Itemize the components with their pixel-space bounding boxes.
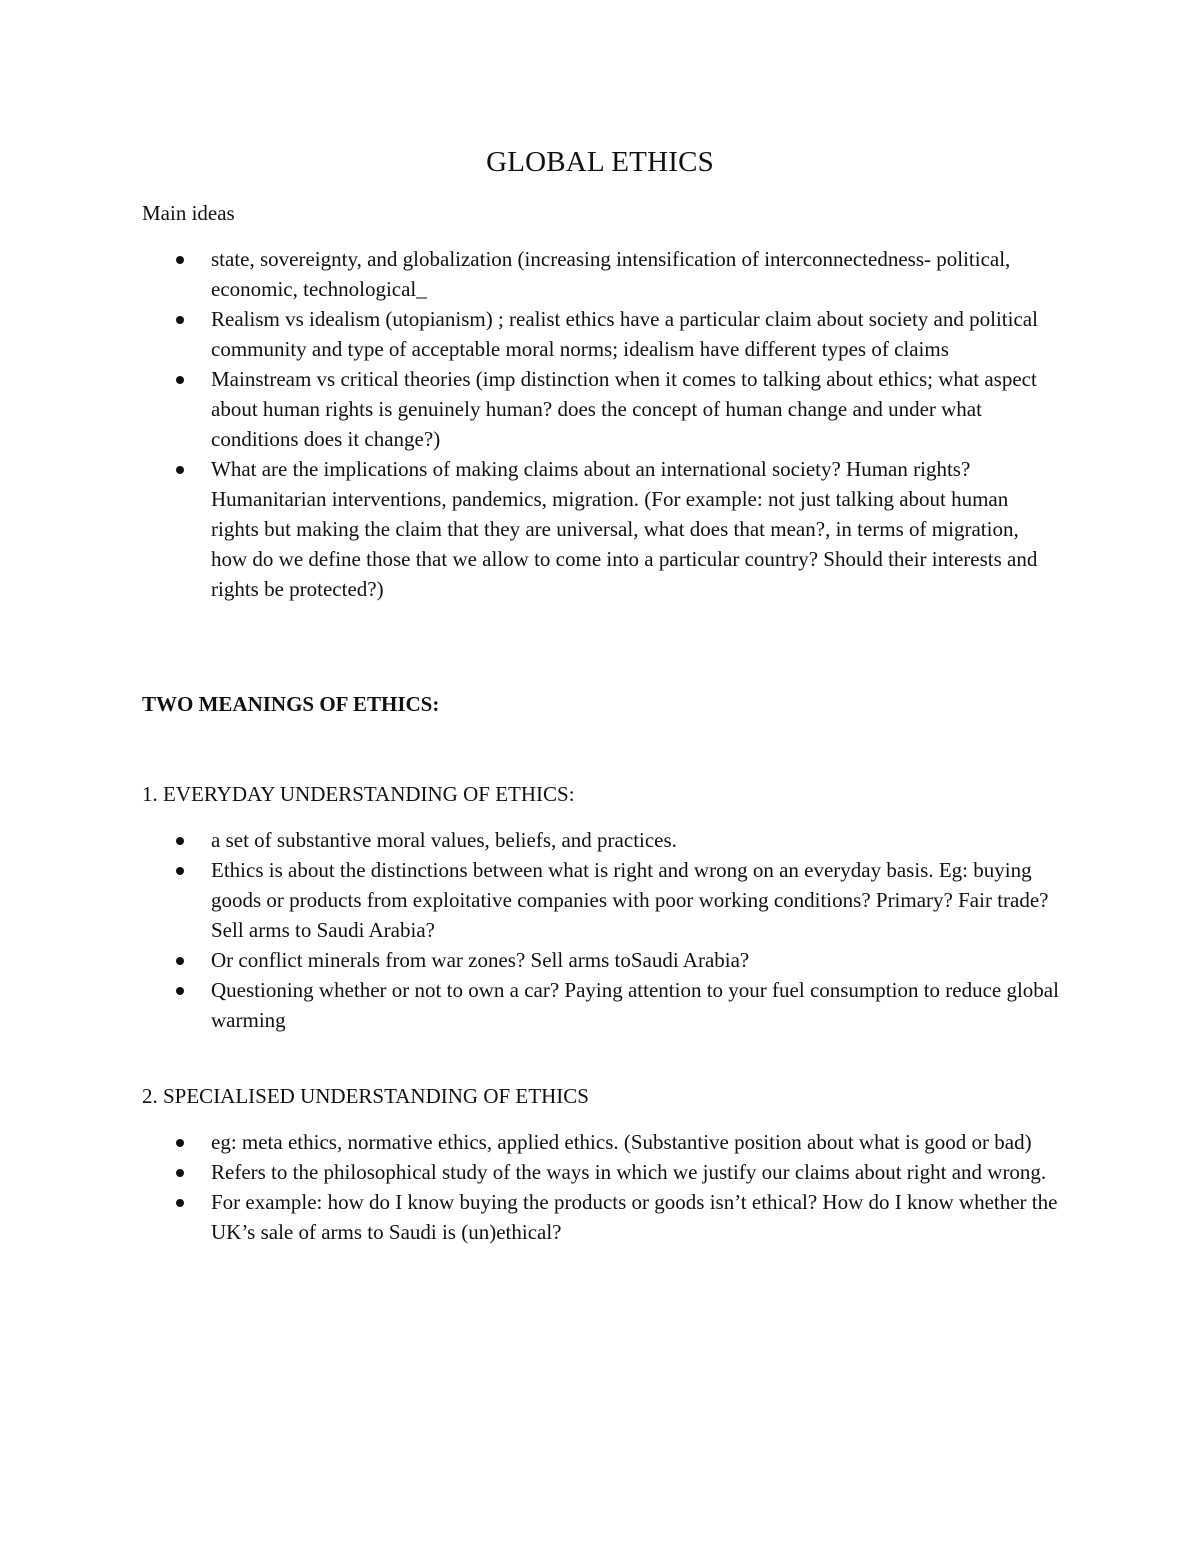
list-item: What are the implications of making claims about an international society? Human rights? Humanitarian interventions, pandemics, migration. (For example: not just talking about human rights but making the claim that they are universal, what does that mean?, in terms of migration, how do we define those that we allow to come into a particular country? Should their interests and rights be protected?) bbox=[0, 454, 1059, 604]
everyday-list bbox=[0, 825, 1200, 1035]
list-item: Questioning whether or not to own a car? Paying attention to your fuel consumption to reduce global warming bbox=[0, 975, 1059, 1035]
everyday-heading: 1. EVERYDAY UNDERSTANDING OF ETHICS: bbox=[142, 782, 575, 806]
main-ideas-list bbox=[0, 244, 1200, 604]
two-meanings-heading: TWO MEANINGS OF ETHICS: bbox=[142, 692, 440, 716]
list-item: state, sovereignty, and globalization (increasing intensification of interconnectedness- political, economic, technological_ bbox=[0, 244, 1059, 304]
list-item: Ethics is about the distinctions between what is right and wrong on an everyday basis. Eg: buying goods or products from exploitative companies with poor working conditions? Primary? Fair trade? Sell arms to Saudi Arabia? bbox=[0, 855, 1059, 945]
list-item: Refers to the philosophical study of the ways in which we justify our claims about right and wrong. bbox=[0, 1157, 1059, 1187]
document-title: GLOBAL ETHICS bbox=[486, 146, 714, 178]
specialised-heading: 2. SPECIALISED UNDERSTANDING OF ETHICS bbox=[142, 1084, 589, 1108]
list-item: Mainstream vs critical theories (imp distinction when it comes to talking about ethics; what aspect about human rights is genuinely human? does the concept of human change and under what conditions does it change?) bbox=[0, 364, 1059, 454]
list-item: eg: meta ethics, normative ethics, applied ethics. (Substantive position about what is good or bad) bbox=[0, 1127, 1059, 1157]
list-item: Or conflict minerals from war zones? Sell arms toSaudi Arabia? bbox=[0, 945, 1059, 975]
list-item: a set of substantive moral values, beliefs, and practices. bbox=[0, 825, 1059, 855]
specialised-list bbox=[0, 1127, 1200, 1247]
list-item: For example: how do I know buying the products or goods isn’t ethical? How do I know whether the UK’s sale of arms to Saudi is (un)ethical? bbox=[0, 1187, 1059, 1247]
main-ideas-label: Main ideas bbox=[142, 201, 235, 225]
list-item: Realism vs idealism (utopianism) ; realist ethics have a particular claim about society and political community and type of acceptable moral norms; idealism have different types of claims bbox=[0, 304, 1059, 364]
